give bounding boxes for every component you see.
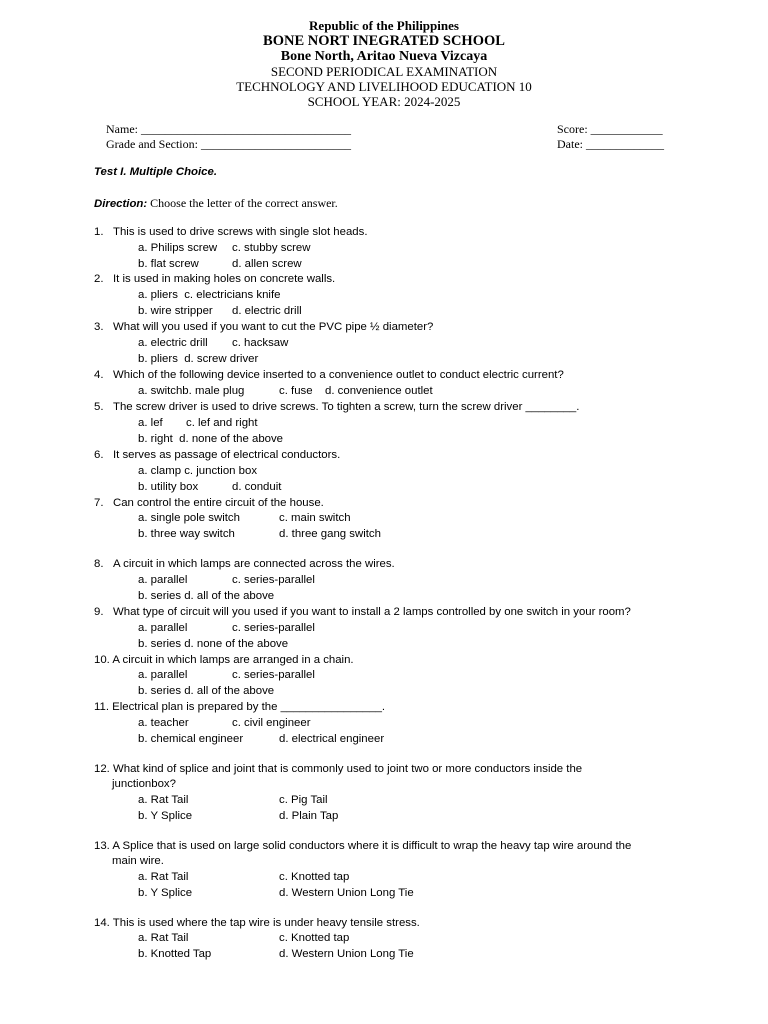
- option: a. switchb. male plug: [138, 385, 245, 397]
- option: a. teacher: [138, 717, 189, 729]
- direction-text: Choose the letter of the correct answer.: [147, 196, 338, 210]
- direction-line: [94, 196, 338, 211]
- option: b. wire stripper: [138, 305, 213, 317]
- question-3: 3. What will you used if you want to cut the PVC pipe ½ diameter?: [94, 321, 434, 333]
- name-field: Name: ___________________________________: [106, 122, 351, 136]
- question-6: 6. It serves as passage of electrical conductors.: [94, 449, 341, 461]
- direction-label: Direction:: [94, 198, 148, 210]
- option: c. series-parallel: [232, 574, 315, 586]
- question-10: 10. A circuit in which lamps are arranged in a chain.: [94, 654, 354, 666]
- option: b. series d. all of the above: [138, 590, 275, 602]
- exam-title: SECOND PERIODICAL EXAMINATION: [270, 64, 498, 79]
- option: c. lef and right: [186, 417, 258, 429]
- question-14: 14. This is used where the tap wire is under heavy tensile stress.: [94, 917, 420, 929]
- option: c. series-parallel: [232, 669, 315, 681]
- option: a. Rat Tail: [138, 932, 189, 944]
- option: d. three gang switch: [279, 528, 381, 540]
- option: b. three way switch: [138, 528, 235, 540]
- subject-title: TECHNOLOGY AND LIVELIHOOD EDUCATION 10: [236, 79, 532, 94]
- question-5: 5. The screw driver is used to drive screws. To tighten a screw, turn the screw driver ________.: [94, 401, 580, 413]
- grade-section-field: Grade and Section: _________________________: [106, 137, 351, 151]
- option: b. right d. none of the above: [138, 433, 284, 445]
- republic-heading: Republic of the Philippines: [309, 18, 459, 33]
- option: d. conduit: [232, 481, 282, 493]
- option: b. Y Splice: [138, 887, 193, 899]
- option: a. Rat Tail: [138, 871, 189, 883]
- option: b. chemical engineer: [138, 733, 244, 745]
- option: c. hacksaw: [232, 337, 289, 349]
- option: a. Rat Tail: [138, 794, 189, 806]
- option: a. Philips screw: [138, 242, 218, 254]
- question-1: 1. This is used to drive screws with single slot heads.: [94, 226, 368, 238]
- school-name: BONE NORT INEGRATED SCHOOL: [263, 33, 505, 49]
- option: b. Knotted Tap: [138, 948, 212, 960]
- option: a. lef: [138, 417, 163, 429]
- school-year: SCHOOL YEAR: 2024-2025: [307, 94, 461, 109]
- option: c. fuse: [279, 385, 313, 397]
- school-address: Bone North, Aritao Nueva Vizcaya: [280, 49, 488, 64]
- question-8: 8. A circuit in which lamps are connected across the wires.: [94, 558, 395, 570]
- option: c. Pig Tail: [279, 794, 328, 806]
- option: c. main switch: [279, 512, 351, 524]
- option: a. electric drill: [138, 337, 208, 349]
- option: a. single pole switch: [138, 512, 240, 524]
- option: a. parallel: [138, 574, 188, 586]
- option: d. allen screw: [232, 258, 302, 270]
- option: b. pliers d. screw driver: [138, 353, 259, 365]
- question-12: 12. What kind of splice and joint that is commonly used to joint two or more conductors inside the: [94, 763, 583, 775]
- option: a. clamp c. junction box: [138, 465, 258, 477]
- question-12-continued: junctionbox?: [112, 778, 176, 790]
- option: b. series d. all of the above: [138, 685, 275, 697]
- test-title: Test I. Multiple Choice.: [94, 166, 217, 178]
- option: c. Knotted tap: [279, 871, 350, 883]
- option: a. parallel: [138, 622, 188, 634]
- option: d. electric drill: [232, 305, 302, 317]
- option: d. electrical engineer: [279, 733, 385, 745]
- option: c. civil engineer: [232, 717, 311, 729]
- option: a. pliers c. electricians knife: [138, 289, 281, 301]
- option: d. Plain Tap: [279, 810, 339, 822]
- option: c. Knotted tap: [279, 932, 350, 944]
- option: d. Western Union Long Tie: [279, 948, 414, 960]
- question-4: 4. Which of the following device inserted to a convenience outlet to conduct electric current?: [94, 369, 564, 381]
- score-field: Score: ____________: [557, 122, 663, 136]
- question-11: 11. Electrical plan is prepared by the ________________.: [94, 701, 386, 713]
- option: a. parallel: [138, 669, 188, 681]
- option: d. convenience outlet: [325, 385, 433, 397]
- option: c. stubby screw: [232, 242, 311, 254]
- option: d. Western Union Long Tie: [279, 887, 414, 899]
- option: b. flat screw: [138, 258, 199, 270]
- date-field: Date: _____________: [557, 137, 664, 151]
- question-2: 2. It is used in making holes on concrete walls.: [94, 273, 336, 285]
- option: b. utility box: [138, 481, 199, 493]
- option: c. series-parallel: [232, 622, 315, 634]
- option: b. series d. none of the above: [138, 638, 289, 650]
- question-9: 9. What type of circuit will you used if you want to install a 2 lamps controlled by one switch in your room?: [94, 606, 631, 618]
- question-13: 13. A Splice that is used on large solid conductors where it is difficult to wrap the heavy tap wire around the: [94, 840, 632, 852]
- question-13-continued: main wire.: [112, 855, 164, 867]
- option: b. Y Splice: [138, 810, 193, 822]
- question-7: 7. Can control the entire circuit of the house.: [94, 497, 324, 509]
